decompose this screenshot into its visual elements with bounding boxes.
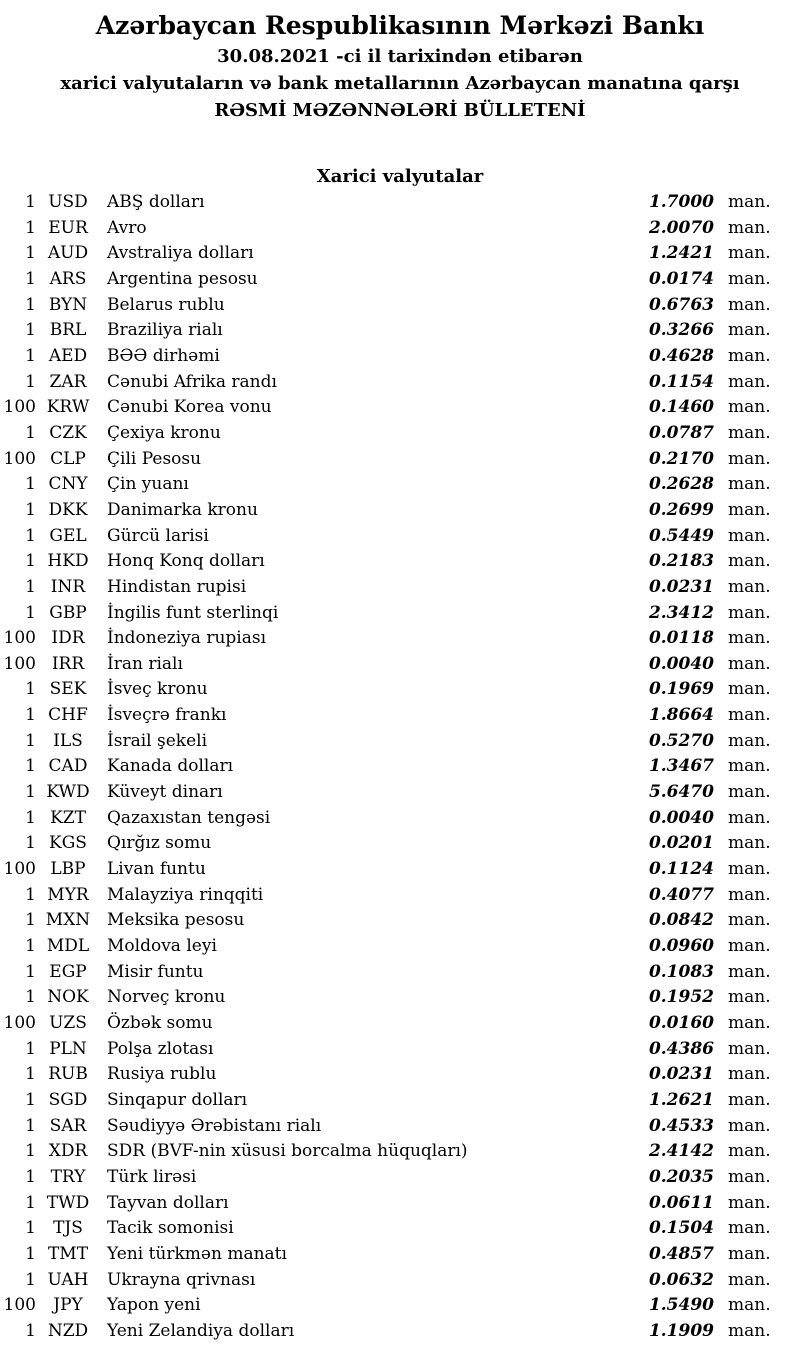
- rate-row: [0, 1011, 800, 1037]
- quantity-cell: 1: [25, 910, 36, 931]
- rate-row: [0, 1319, 800, 1345]
- rate-row: [0, 729, 800, 755]
- rate-value-cell: 0.0174: [648, 268, 714, 289]
- rate-row: [0, 626, 800, 652]
- currency-code-cell: XDR: [48, 1141, 88, 1162]
- rate-value-cell: 1.1909: [648, 1320, 714, 1341]
- unit-cell: man.: [728, 1320, 771, 1341]
- quantity-cell: 1: [25, 1166, 36, 1187]
- currency-name-cell: Türk lirəsi: [107, 1166, 197, 1187]
- quantity-cell: 1: [25, 294, 36, 315]
- currency-name-cell: İndoneziya rupiası: [107, 628, 267, 649]
- quantity-cell: 1: [25, 602, 36, 623]
- unit-cell: man.: [728, 345, 771, 366]
- rate-row: [0, 1139, 800, 1165]
- rate-value-cell: 0.0040: [648, 653, 714, 674]
- currency-code-cell: TWD: [46, 1192, 90, 1213]
- quantity-cell: 100: [3, 628, 36, 649]
- currency-code-cell: UZS: [49, 1013, 87, 1033]
- doc-header: [0, 0, 800, 124]
- quantity-cell: 1: [25, 705, 36, 726]
- rate-value-cell: 0.1952: [648, 987, 714, 1008]
- quantity-cell: 1: [25, 679, 36, 700]
- rate-value-cell: 0.4857: [648, 1243, 714, 1264]
- unit-cell: man.: [728, 987, 771, 1008]
- currency-code-cell: KWD: [46, 782, 90, 803]
- unit-cell: man.: [728, 525, 771, 546]
- quantity-cell: 1: [25, 551, 36, 572]
- quantity-cell: 1: [25, 1269, 36, 1290]
- rate-row: [0, 780, 800, 806]
- quantity-cell: 100: [3, 397, 36, 418]
- quantity-cell: 1: [25, 243, 36, 264]
- currency-name-cell: SDR (BVF-nin xüsusi borcalma hüquqları): [107, 1141, 468, 1162]
- rate-value-cell: 0.5449: [648, 525, 714, 546]
- rate-value-cell: 0.0842: [648, 910, 714, 931]
- rate-value-cell: 0.1969: [648, 679, 714, 700]
- rate-row: [0, 934, 800, 960]
- rate-value-cell: 0.0960: [648, 936, 714, 957]
- rate-row: [0, 1088, 800, 1114]
- currency-name-cell: Norveç kronu: [107, 987, 226, 1008]
- currency-name-cell: Avstraliya dolları: [107, 243, 254, 264]
- quantity-cell: 1: [25, 474, 36, 495]
- rate-row: [0, 370, 800, 396]
- currency-name-cell: İsveçrə frankı: [107, 705, 227, 726]
- currency-code-cell: TRY: [50, 1166, 86, 1187]
- currency-code-cell: EGP: [49, 961, 87, 982]
- rate-value-cell: 0.0231: [648, 576, 714, 597]
- section-heading: Xarici valyutalar: [316, 166, 484, 187]
- currency-code-cell: MYR: [47, 884, 89, 905]
- quantity-cell: 1: [25, 807, 36, 828]
- rate-row: [0, 908, 800, 934]
- rate-row: [0, 960, 800, 986]
- currency-code-cell: SEK: [49, 679, 87, 700]
- currency-name-cell: Danimarka kronu: [107, 499, 258, 520]
- rate-value-cell: 0.0118: [648, 628, 714, 649]
- rate-value-cell: 2.0070: [648, 217, 714, 238]
- currency-code-cell: LBP: [50, 859, 86, 880]
- rate-row: [0, 1216, 800, 1242]
- rate-value-cell: 1.3467: [648, 756, 714, 777]
- unit-cell: man.: [728, 1166, 771, 1187]
- currency-code-cell: CAD: [48, 756, 88, 777]
- currency-code-cell: AUD: [47, 243, 89, 264]
- rate-row: [0, 703, 800, 729]
- currency-name-cell: Çili Pesosu: [107, 448, 202, 469]
- unit-cell: man.: [728, 1295, 771, 1316]
- rate-row: [0, 318, 800, 344]
- rate-value-cell: 0.0231: [648, 1064, 714, 1085]
- currency-code-cell: CHF: [48, 705, 88, 726]
- quantity-cell: 100: [3, 448, 36, 469]
- unit-cell: man.: [728, 243, 771, 264]
- rate-value-cell: 0.0160: [648, 1013, 714, 1033]
- quantity-cell: 1: [25, 1141, 36, 1162]
- effective-date-line: 30.08.2021 -ci il tarixindən etibarən: [217, 46, 583, 67]
- currency-code-cell: NOK: [47, 987, 89, 1008]
- currency-code-cell: GEL: [49, 525, 87, 546]
- currency-name-cell: Hindistan rupisi: [107, 576, 247, 597]
- rate-value-cell: 1.8664: [648, 705, 714, 726]
- rate-value-cell: 1.2621: [648, 1089, 714, 1110]
- rate-value-cell: 0.1154: [648, 371, 714, 392]
- unit-cell: man.: [728, 268, 771, 289]
- currency-name-cell: Yeni Zelandiya dolları: [107, 1320, 295, 1341]
- currency-code-cell: IDR: [51, 628, 85, 649]
- currency-code-cell: ZAR: [49, 371, 87, 392]
- currency-code-cell: TJS: [53, 1218, 83, 1239]
- rate-row: [0, 806, 800, 832]
- currency-code-cell: USD: [48, 192, 88, 212]
- quantity-cell: 1: [25, 192, 36, 212]
- unit-cell: man.: [728, 910, 771, 931]
- rate-row: [0, 1114, 800, 1140]
- rate-value-cell: 0.1124: [648, 859, 714, 880]
- unit-cell: man.: [728, 371, 771, 392]
- currency-name-cell: Qazaxıstan tengəsi: [107, 807, 271, 828]
- quantity-cell: 1: [25, 756, 36, 777]
- unit-cell: man.: [728, 653, 771, 674]
- unit-cell: man.: [728, 859, 771, 880]
- unit-cell: man.: [728, 602, 771, 623]
- currency-code-cell: MDL: [46, 936, 90, 957]
- rate-row: [0, 1037, 800, 1063]
- rate-row: [0, 831, 800, 857]
- currency-code-cell: ILS: [53, 730, 83, 751]
- currency-name-cell: Braziliya rialı: [107, 320, 223, 341]
- unit-cell: man.: [728, 1038, 771, 1059]
- quantity-cell: 100: [3, 1295, 36, 1316]
- rate-value-cell: 0.4386: [648, 1038, 714, 1059]
- currency-name-cell: Rusiya rublu: [107, 1064, 217, 1085]
- rate-row: [0, 293, 800, 319]
- rate-value-cell: 0.1504: [648, 1218, 714, 1239]
- rate-row: [0, 1062, 800, 1088]
- currency-name-cell: İsrail şekeli: [107, 730, 207, 751]
- quantity-cell: 100: [3, 653, 36, 674]
- rate-value-cell: 2.4142: [648, 1141, 714, 1162]
- currency-name-cell: Küveyt dinarı: [107, 782, 223, 803]
- unit-cell: man.: [728, 1192, 771, 1213]
- rate-value-cell: 0.4077: [648, 884, 714, 905]
- currency-code-cell: KZT: [50, 807, 86, 828]
- rate-value-cell: 0.0201: [648, 833, 714, 854]
- rate-value-cell: 0.5270: [648, 730, 714, 751]
- bank-title: Azərbaycan Respublikasının Mərkəzi Bankı: [95, 11, 705, 40]
- currency-name-cell: BƏƏ dirhəmi: [107, 345, 220, 366]
- rate-value-cell: 2.3412: [648, 602, 714, 623]
- rate-row: [0, 575, 800, 601]
- quantity-cell: 1: [25, 833, 36, 854]
- rate-row: [0, 985, 800, 1011]
- unit-cell: man.: [728, 807, 771, 828]
- unit-cell: man.: [728, 1243, 771, 1264]
- unit-cell: man.: [728, 1064, 771, 1085]
- rate-value-cell: 0.6763: [648, 294, 714, 315]
- rate-value-cell: 5.6470: [648, 782, 714, 803]
- rate-row: [0, 524, 800, 550]
- rate-value-cell: 0.1460: [648, 397, 714, 418]
- unit-cell: man.: [728, 1115, 771, 1136]
- currency-name-cell: Ukrayna qrivnası: [107, 1269, 256, 1290]
- currency-code-cell: ARS: [49, 268, 87, 289]
- unit-cell: man.: [728, 422, 771, 443]
- currency-name-cell: Yapon yeni: [107, 1295, 201, 1316]
- currency-name-cell: Gürcü larisi: [107, 525, 209, 546]
- rate-row: [0, 601, 800, 627]
- unit-cell: man.: [728, 448, 771, 469]
- unit-cell: man.: [728, 294, 771, 315]
- currency-code-cell: AED: [48, 345, 88, 366]
- unit-cell: man.: [728, 551, 771, 572]
- currency-code-cell: MXN: [45, 910, 91, 931]
- quantity-cell: 1: [25, 730, 36, 751]
- rate-row: [0, 883, 800, 909]
- rate-value-cell: 0.2035: [648, 1166, 714, 1187]
- unit-cell: man.: [728, 833, 771, 854]
- bulletin-title: RƏSMİ MƏZƏNNƏLƏRİ BÜLLETENİ: [214, 100, 586, 121]
- unit-cell: man.: [728, 1141, 771, 1162]
- rate-value-cell: 0.4533: [648, 1115, 714, 1136]
- quantity-cell: 1: [25, 936, 36, 957]
- currency-code-cell: SAR: [49, 1115, 87, 1136]
- quantity-cell: 1: [25, 345, 36, 366]
- currency-name-cell: Malayziya rinqqiti: [107, 884, 264, 905]
- unit-cell: man.: [728, 192, 771, 212]
- unit-cell: man.: [728, 217, 771, 238]
- rate-row: [0, 857, 800, 883]
- rate-row: [0, 421, 800, 447]
- quantity-cell: 1: [25, 1115, 36, 1136]
- rate-row: [0, 395, 800, 421]
- unit-cell: man.: [728, 397, 771, 418]
- unit-cell: man.: [728, 936, 771, 957]
- unit-cell: man.: [728, 499, 771, 520]
- currency-code-cell: PLN: [49, 1038, 87, 1059]
- rate-value-cell: 1.2421: [648, 243, 714, 264]
- rate-value-cell: 1.5490: [648, 1295, 714, 1316]
- currency-name-cell: Meksika pesosu: [107, 910, 245, 931]
- quantity-cell: 1: [25, 1064, 36, 1085]
- currency-code-cell: JPY: [53, 1295, 83, 1316]
- currency-code-cell: TMT: [47, 1243, 89, 1264]
- rate-row: [0, 652, 800, 678]
- currency-name-cell: İngilis funt sterlinqi: [107, 602, 279, 623]
- rate-row: [0, 498, 800, 524]
- rate-row: [0, 677, 800, 703]
- rate-row: [0, 241, 800, 267]
- rate-value-cell: 0.0787: [648, 422, 714, 443]
- quantity-cell: 100: [3, 859, 36, 880]
- unit-cell: man.: [728, 782, 771, 803]
- rate-value-cell: 0.0611: [648, 1192, 714, 1213]
- quantity-cell: 1: [25, 217, 36, 238]
- currency-name-cell: Tayvan dolları: [107, 1192, 229, 1213]
- quantity-cell: 1: [25, 499, 36, 520]
- currency-code-cell: CNY: [48, 474, 88, 495]
- currency-code-cell: UAH: [47, 1269, 89, 1290]
- subject-line: xarici valyutaların və bank metallarının Azərbaycan manatına qarşı: [60, 73, 740, 94]
- quantity-cell: 1: [25, 1320, 36, 1341]
- currency-code-cell: HKD: [47, 551, 89, 572]
- rates-table: [0, 190, 800, 1345]
- rate-row: [0, 1293, 800, 1319]
- currency-name-cell: İran rialı: [107, 653, 183, 674]
- quantity-cell: 1: [25, 1038, 36, 1059]
- quantity-cell: 1: [25, 320, 36, 341]
- unit-cell: man.: [728, 679, 771, 700]
- currency-name-cell: Avro: [107, 217, 147, 238]
- unit-cell: man.: [728, 1269, 771, 1290]
- rate-value-cell: 0.2170: [648, 448, 714, 469]
- currency-name-cell: Argentina pesosu: [107, 268, 258, 289]
- quantity-cell: 1: [25, 1218, 36, 1239]
- rate-row: [0, 216, 800, 242]
- unit-cell: man.: [728, 474, 771, 495]
- unit-cell: man.: [728, 1089, 771, 1110]
- rate-value-cell: 0.0040: [648, 807, 714, 828]
- currency-name-cell: Çin yuanı: [107, 474, 189, 495]
- unit-cell: man.: [728, 320, 771, 341]
- quantity-cell: 1: [25, 525, 36, 546]
- rate-row: [0, 1165, 800, 1191]
- quantity-cell: 100: [3, 1013, 36, 1033]
- unit-cell: man.: [728, 730, 771, 751]
- rate-value-cell: 0.2628: [648, 474, 714, 495]
- currency-code-cell: KGS: [49, 833, 87, 854]
- currency-code-cell: IRR: [51, 653, 85, 674]
- currency-code-cell: EUR: [48, 217, 88, 238]
- quantity-cell: 1: [25, 1243, 36, 1264]
- rate-value-cell: 0.1083: [648, 961, 714, 982]
- unit-cell: man.: [728, 884, 771, 905]
- currency-name-cell: Livan funtu: [107, 859, 206, 880]
- unit-cell: man.: [728, 576, 771, 597]
- quantity-cell: 1: [25, 576, 36, 597]
- rate-row: [0, 190, 800, 216]
- unit-cell: man.: [728, 1013, 771, 1033]
- currency-code-cell: NZD: [47, 1320, 89, 1341]
- currency-name-cell: Kanada dolları: [107, 756, 234, 777]
- currency-name-cell: Misir funtu: [107, 961, 204, 982]
- rate-value-cell: 0.3266: [648, 320, 714, 341]
- currency-code-cell: BRL: [49, 320, 87, 341]
- currency-name-cell: Yeni türkmən manatı: [107, 1243, 287, 1264]
- rate-row: [0, 447, 800, 473]
- currency-name-cell: Özbək somu: [107, 1013, 213, 1033]
- currency-code-cell: INR: [50, 576, 86, 597]
- currency-code-cell: CLP: [50, 448, 86, 469]
- rate-value-cell: 0.2183: [648, 551, 714, 572]
- currency-name-cell: Sinqapur dolları: [107, 1089, 248, 1110]
- currency-name-cell: Polşa zlotası: [107, 1038, 214, 1059]
- rate-row: [0, 344, 800, 370]
- currency-name-cell: Çexiya kronu: [107, 422, 221, 443]
- rate-row: [0, 754, 800, 780]
- currency-name-cell: Cənubi Korea vonu: [107, 397, 272, 418]
- rate-row: [0, 549, 800, 575]
- currency-code-cell: SGD: [48, 1089, 88, 1110]
- currency-name-cell: Qırğız somu: [107, 833, 212, 854]
- currency-code-cell: RUB: [48, 1064, 88, 1085]
- currency-name-cell: Cənubi Afrika randı: [107, 371, 277, 392]
- currency-name-cell: İsveç kronu: [107, 679, 208, 700]
- currency-name-cell: Moldova leyi: [107, 936, 217, 957]
- quantity-cell: 1: [25, 1192, 36, 1213]
- currency-name-cell: Tacik somonisi: [107, 1218, 234, 1239]
- currency-name-cell: Belarus rublu: [107, 294, 225, 315]
- quantity-cell: 1: [25, 268, 36, 289]
- unit-cell: man.: [728, 628, 771, 649]
- rate-row: [0, 267, 800, 293]
- currency-name-cell: Səudiyyə Ərəbistanı rialı: [107, 1115, 322, 1136]
- currency-code-cell: CZK: [49, 422, 87, 443]
- quantity-cell: 1: [25, 422, 36, 443]
- unit-cell: man.: [728, 705, 771, 726]
- quantity-cell: 1: [25, 961, 36, 982]
- currency-code-cell: GBP: [49, 602, 87, 623]
- rate-value-cell: 0.2699: [648, 499, 714, 520]
- currency-name-cell: Honq Konq dolları: [107, 551, 265, 572]
- unit-cell: man.: [728, 961, 771, 982]
- quantity-cell: 1: [25, 782, 36, 803]
- currency-code-cell: DKK: [48, 499, 88, 520]
- currency-name-cell: ABŞ dolları: [107, 192, 205, 212]
- currency-code-cell: BYN: [48, 294, 88, 315]
- unit-cell: man.: [728, 1218, 771, 1239]
- quantity-cell: 1: [25, 987, 36, 1008]
- quantity-cell: 1: [25, 884, 36, 905]
- rate-row: [0, 1242, 800, 1268]
- quantity-cell: 1: [25, 371, 36, 392]
- unit-cell: man.: [728, 756, 771, 777]
- rate-value-cell: 0.4628: [648, 345, 714, 366]
- rate-row: [0, 1191, 800, 1217]
- rate-row: [0, 1268, 800, 1294]
- rate-value-cell: 0.0632: [648, 1269, 714, 1290]
- rate-value-cell: 1.7000: [648, 192, 714, 212]
- quantity-cell: 1: [25, 1089, 36, 1110]
- currency-code-cell: KRW: [46, 397, 90, 418]
- rate-row: [0, 472, 800, 498]
